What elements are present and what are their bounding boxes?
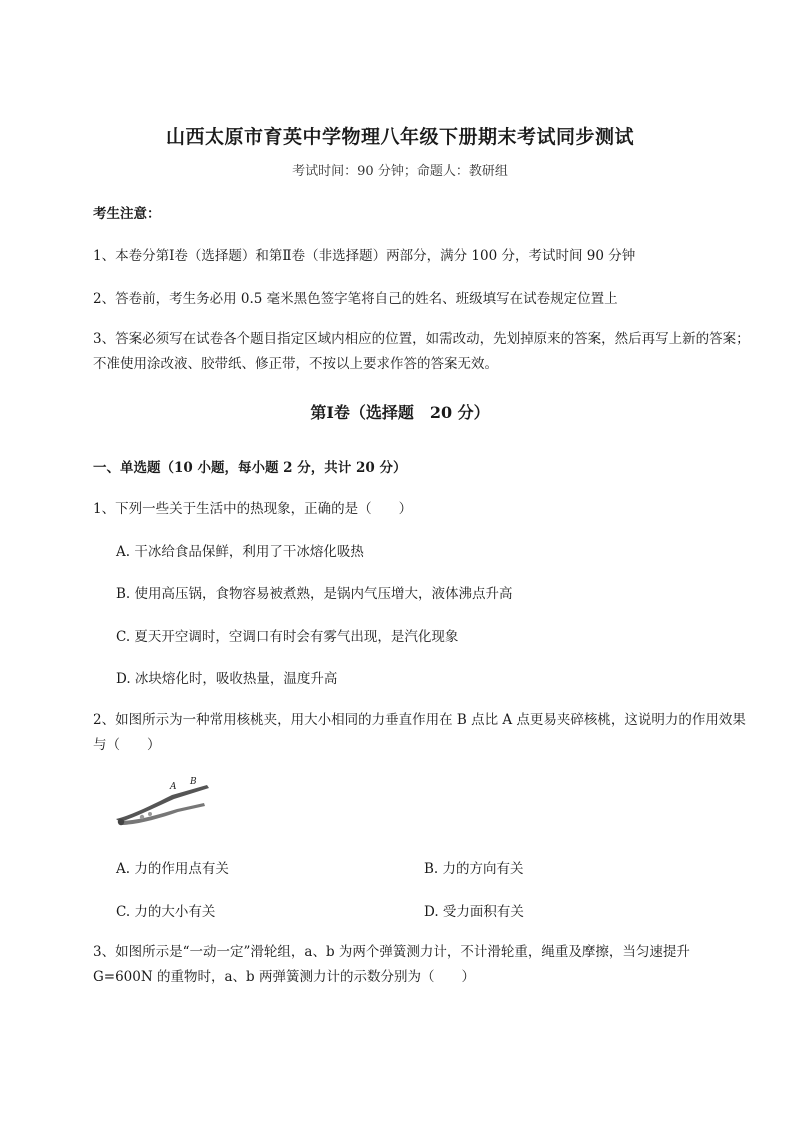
notice-item-1: 1、本卷分第Ⅰ卷（选择题）和第Ⅱ卷（非选择题）两部分，满分 100 分，考试时间 90 分钟 [93, 248, 636, 264]
notice-item-3: 3、答案必须写在试卷各个题目指定区域内相应的位置，如需改动，先划掉原来的答案，然后再写上新的答案；不准使用涂改液、胶带纸、修正带，不按以上要求作答的答案无效。 [93, 331, 750, 372]
section-title: 第Ⅰ卷（选择题 20 分） [310, 403, 490, 422]
question-1-option-d: D. 冰块熔化时，吸收热量，温度升高 [116, 671, 338, 687]
notice-heading: 考生注意： [93, 206, 161, 222]
exam-info: 考试时间：90 分钟；命题人：教研组 [292, 164, 508, 179]
figure-label-a: A [170, 782, 177, 792]
notice-item-2: 2、答卷前，考生务必用 0.5 毫米黑色签字笔将自己的姓名、班级填写在试卷规定位置上 [93, 291, 618, 307]
question-2-option-d: D. 受力面积有关 [424, 904, 524, 920]
part-heading: 一、单选题（10 小题，每小题 2 分，共计 20 分） [93, 460, 407, 476]
nutcracker-figure [112, 775, 217, 830]
page-title: 山西太原市育英中学物理八年级下册期末考试同步测试 [165, 126, 634, 148]
question-1-option-b: B. 使用高压锅，食物容易被煮熟，是锅内气压增大，液体沸点升高 [116, 586, 513, 602]
figure-label-b: B [190, 777, 197, 787]
question-1-option-c: C. 夏天开空调时，空调口有时会有雾气出现，是汽化现象 [116, 629, 459, 645]
nutcracker-icon [116, 785, 209, 825]
question-2-option-c: C. 力的大小有关 [116, 904, 216, 920]
question-3-stem: 3、如图所示是“一动一定”滑轮组，a、b 为两个弹簧测力计，不计滑轮重，绳重及摩擦，当匀速提升 G=600N 的重物时，a、b 两弹簧测力计的示数分别为（ ） [93, 944, 690, 985]
question-2-stem: 2、如图所示为一种常用核桃夹，用大小相同的力垂直作用在 B 点比 A 点更易夹碎核桃，这说明力的作用效果与（ ） [93, 712, 746, 753]
question-2-option-a: A. 力的作用点有关 [116, 861, 229, 877]
question-1-stem: 1、下列一些关于生活中的热现象，正确的是（ ） [93, 501, 413, 517]
question-2-option-b: B. 力的方向有关 [424, 861, 524, 877]
question-1-option-a: A. 干冰给食品保鲜，利用了干冰熔化吸热 [116, 544, 364, 560]
